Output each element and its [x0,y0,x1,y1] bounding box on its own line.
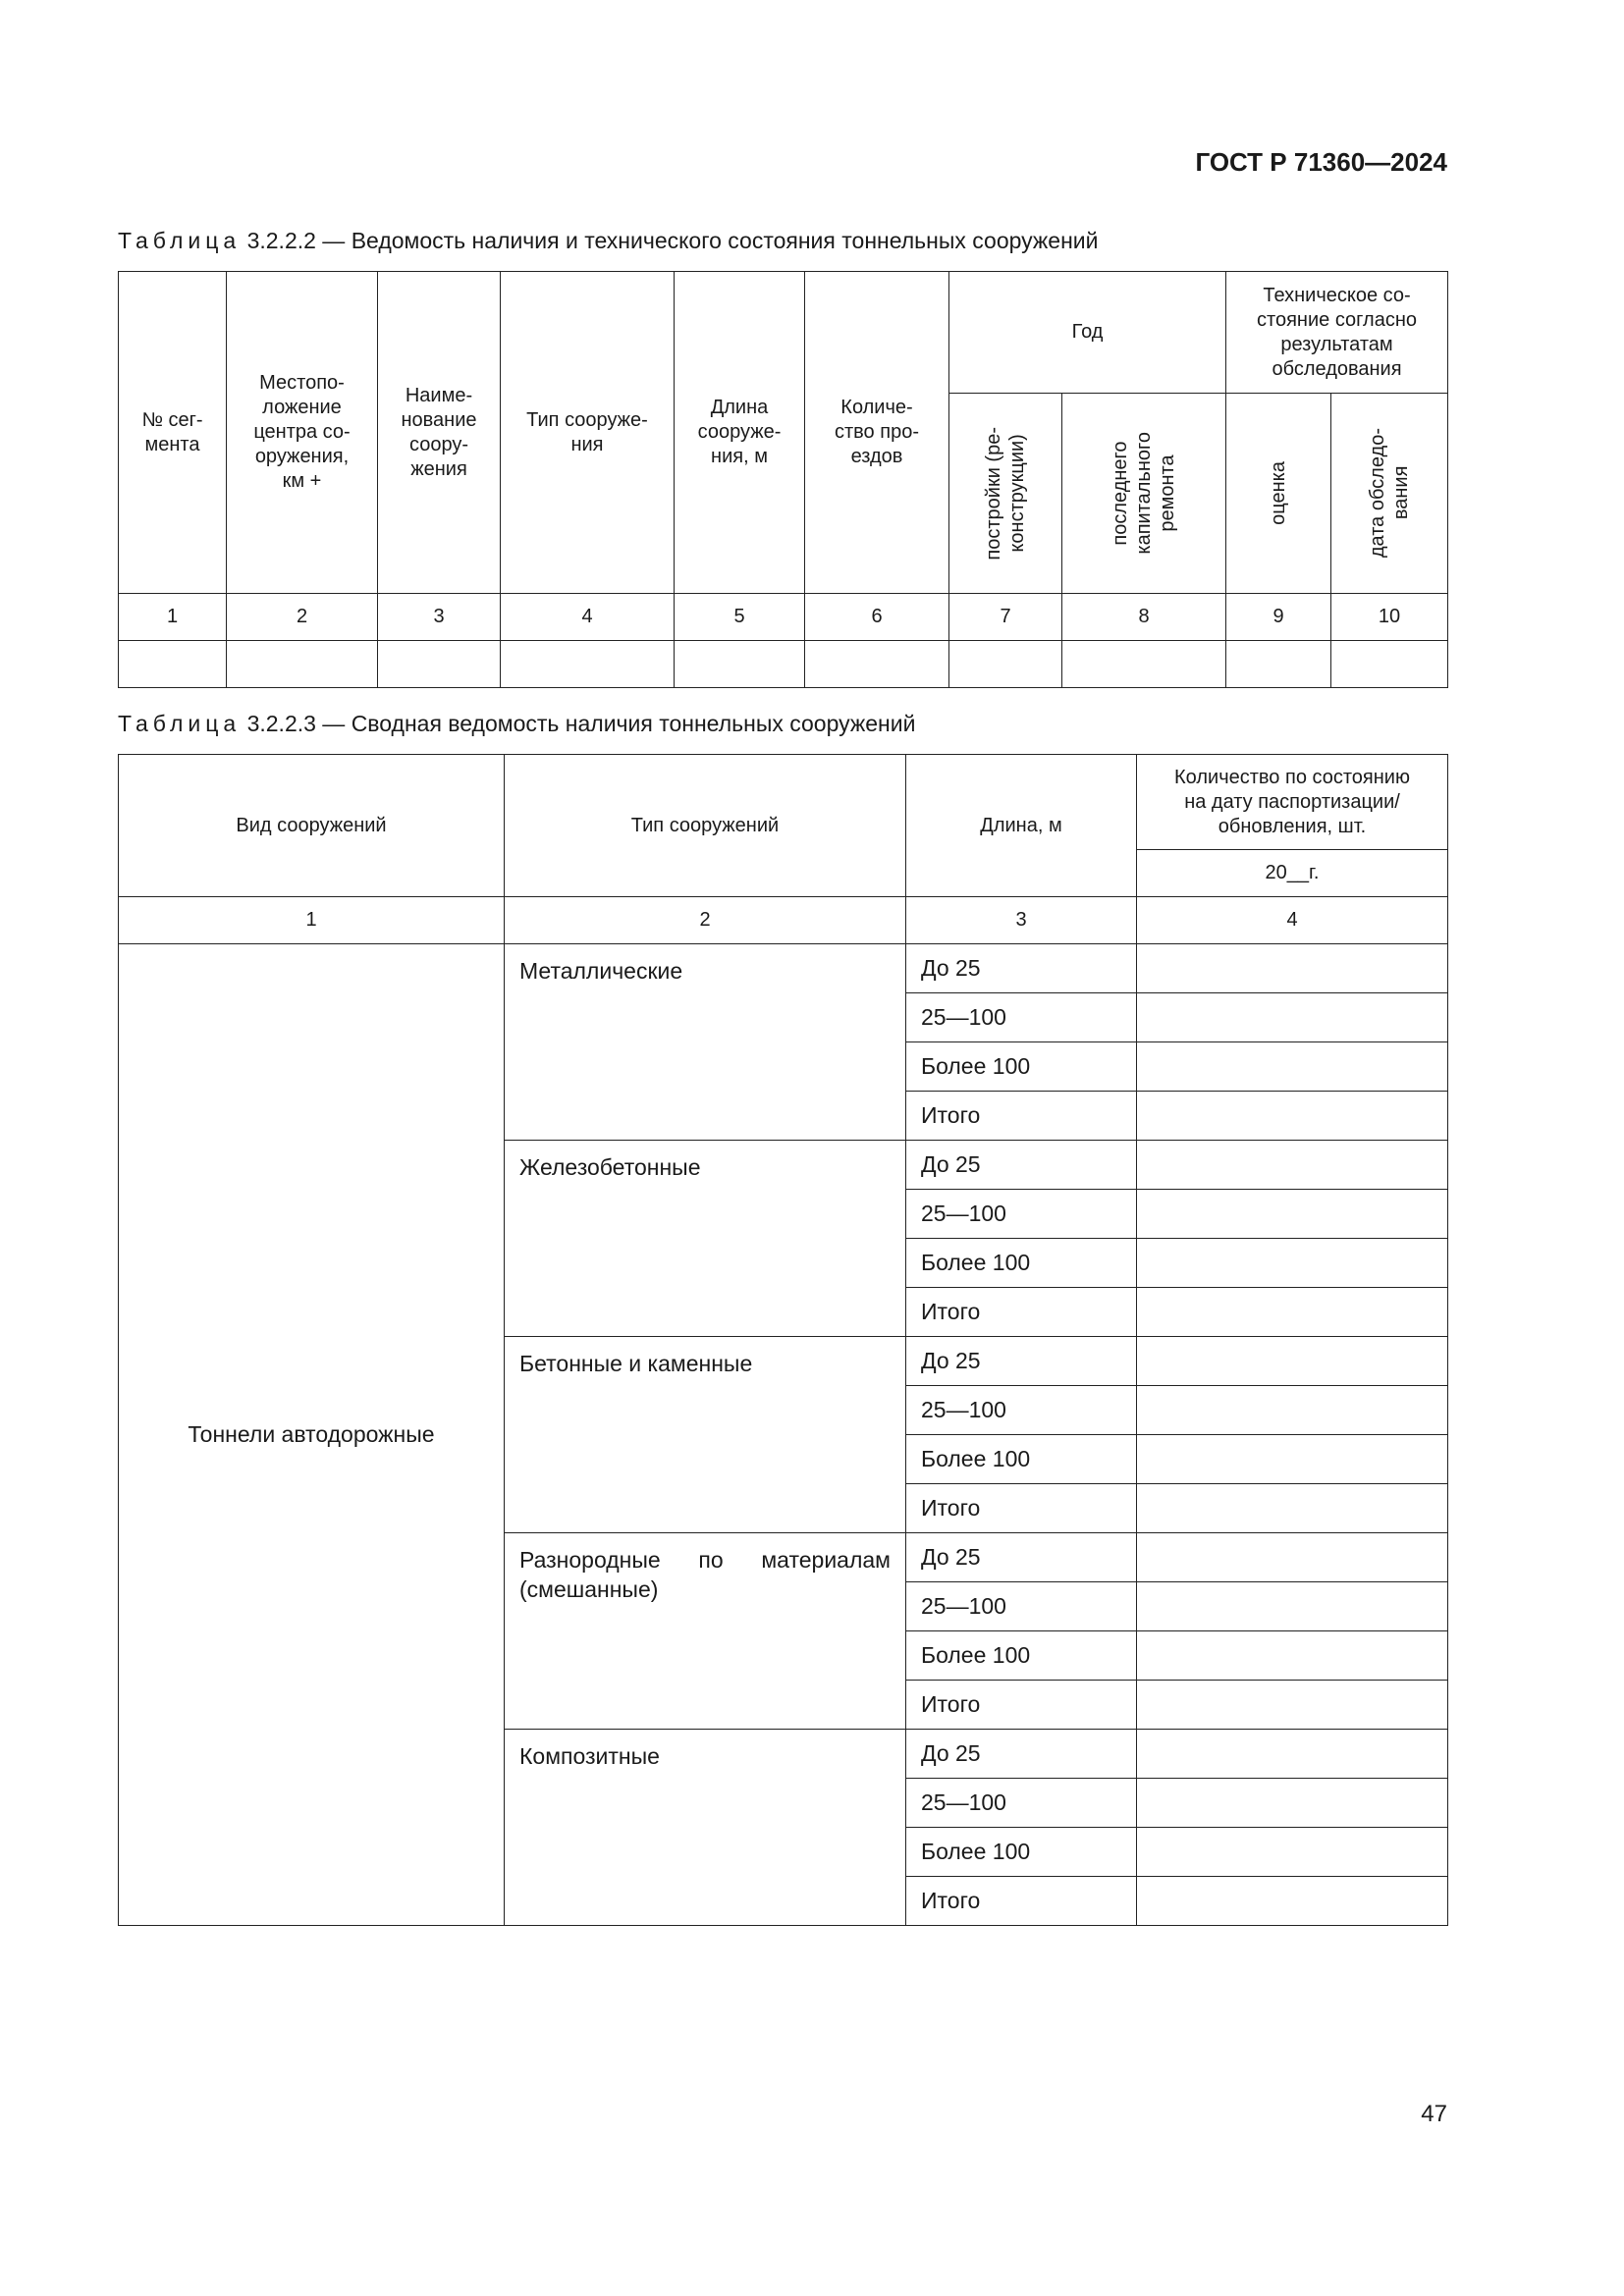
length-cell: Более 100 [906,1631,1137,1681]
type-cell: Железобетонные [505,1141,906,1337]
length-cell: 25—100 [906,1582,1137,1631]
count-cell [1137,1141,1448,1190]
column-number: 6 [805,594,949,641]
count-cell [1137,1877,1448,1926]
type-cell: Металлические [505,944,906,1141]
column-number: 2 [227,594,378,641]
empty-cell [378,641,501,688]
count-cell [1137,1582,1448,1631]
empty-cell [1331,641,1448,688]
column-number: 4 [1137,897,1448,944]
count-cell [1137,1337,1448,1386]
column-number: 9 [1226,594,1331,641]
table1-caption-text: 3.2.2.2 — Ведомость наличия и технического состояния тоннельных сооружений [246,228,1099,253]
count-cell [1137,1042,1448,1092]
length-cell: До 25 [906,1533,1137,1582]
length-cell: Более 100 [906,1435,1137,1484]
length-cell: 25—100 [906,1779,1137,1828]
column-number: 7 [949,594,1062,641]
table-row [119,944,1448,993]
count-cell [1137,1533,1448,1582]
column-number: 1 [119,897,505,944]
header-location: Местопо- ложение центра со- оружения, км + [227,272,378,594]
header-length: Длина сооруже- ния, м [675,272,805,594]
count-cell [1137,1386,1448,1435]
length-cell: Более 100 [906,1828,1137,1877]
empty-cell [675,641,805,688]
length-cell: Итого [906,1288,1137,1337]
length-cell: До 25 [906,1141,1137,1190]
count-cell [1137,1730,1448,1779]
count-cell [1137,1190,1448,1239]
table1-caption [118,228,1098,254]
count-cell [1137,944,1448,993]
length-cell: 25—100 [906,1386,1137,1435]
empty-cell [805,641,949,688]
table2-caption [118,711,915,737]
column-number: 2 [505,897,906,944]
header-year: Год [949,272,1226,394]
document-code: ГОСТ Р 71360—2024 [1195,147,1447,177]
count-cell [1137,1828,1448,1877]
column-number: 1 [119,594,227,641]
header-repair-cell [1062,394,1226,594]
table-tunnel-condition [118,271,1448,688]
table2-caption-text: 3.2.2.3 — Сводная ведомость наличия тоннельных сооружений [246,711,916,736]
empty-cell [119,641,227,688]
header-survey-date: дата обследо- вания [1367,428,1413,559]
header-built: постройки (ре- конструкции) [983,426,1028,561]
count-cell [1137,1779,1448,1828]
header-count: Количество по состоянию на дату паспортизации/ обновления, шт. [1137,755,1448,850]
empty-cell [1226,641,1331,688]
header-lanes: Количе- ство про- ездов [805,272,949,594]
header-type: Тип сооружений [505,755,906,897]
type-cell: Бетонные и каменные [505,1337,906,1533]
table2-caption-word: Таблица [118,711,242,736]
length-cell: Итого [906,1877,1137,1926]
count-cell [1137,1484,1448,1533]
header-type: Тип сооруже- ния [501,272,675,594]
count-cell [1137,993,1448,1042]
header-kind: Вид сооружений [119,755,505,897]
empty-cell [949,641,1062,688]
header-name: Наиме- нование соору- жения [378,272,501,594]
column-number: 8 [1062,594,1226,641]
header-survey-date-cell [1331,394,1448,594]
header-grade-cell [1226,394,1331,594]
header-length: Длина, м [906,755,1137,897]
length-cell: 25—100 [906,1190,1137,1239]
column-number: 10 [1331,594,1448,641]
count-cell [1137,1681,1448,1730]
page-number: 47 [1421,2101,1447,2127]
column-number: 3 [378,594,501,641]
empty-cell [501,641,675,688]
empty-cell [227,641,378,688]
count-cell [1137,1239,1448,1288]
count-cell [1137,1435,1448,1484]
column-number: 5 [675,594,805,641]
column-number: 3 [906,897,1137,944]
count-cell [1137,1092,1448,1141]
column-number: 4 [501,594,675,641]
header-year: 20__г. [1137,850,1448,897]
length-cell: До 25 [906,1730,1137,1779]
length-cell: Более 100 [906,1042,1137,1092]
header-built-cell [949,394,1062,594]
header-segment: № сег- мента [119,272,227,594]
type-cell: Разнородные по материалам (смешанные) [505,1533,906,1730]
count-cell [1137,1288,1448,1337]
table1-caption-word: Таблица [118,228,242,253]
length-cell: Итого [906,1681,1137,1730]
count-cell [1137,1631,1448,1681]
empty-cell [1062,641,1226,688]
header-tech-state: Техническое со- стояние согласно результатам обследования [1226,272,1448,394]
header-repair: последнего капитального ремонта [1110,432,1178,555]
length-cell: Итого [906,1092,1137,1141]
type-cell: Композитные [505,1730,906,1926]
kind-cell: Тоннели автодорожные [119,944,505,1926]
header-grade: оценка [1268,461,1290,525]
length-cell: Итого [906,1484,1137,1533]
length-cell: Более 100 [906,1239,1137,1288]
length-cell: До 25 [906,1337,1137,1386]
table-tunnel-summary [118,754,1448,1926]
length-cell: 25—100 [906,993,1137,1042]
length-cell: До 25 [906,944,1137,993]
